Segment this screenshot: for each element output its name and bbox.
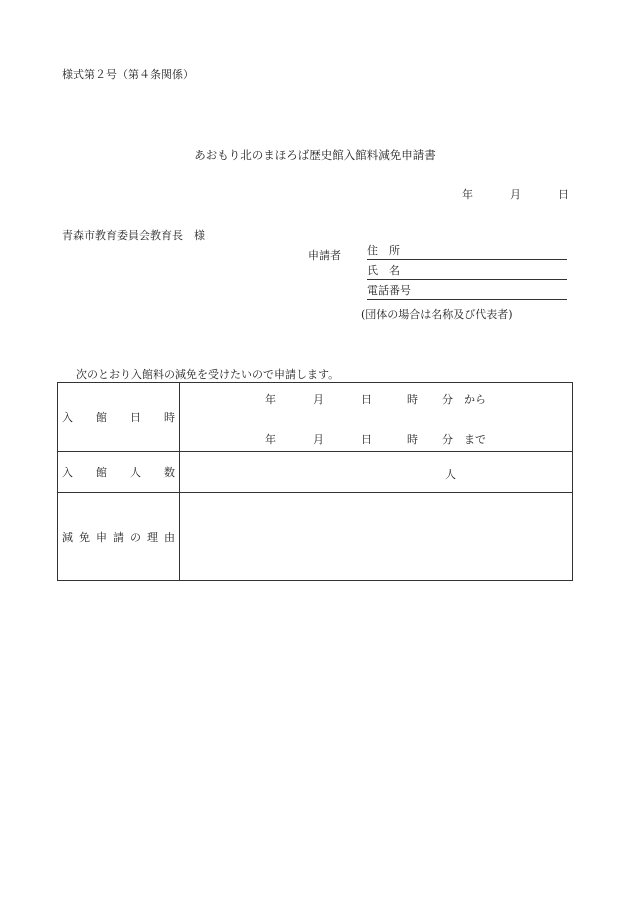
from-day: 日 [361,393,372,406]
label-char: 理 [147,531,158,544]
from-minute: 分 [442,393,453,406]
label-char: 数 [164,466,175,479]
group-note: (団体の場合は名称及び代表者) [361,308,513,321]
reduction-reason-label [58,493,179,581]
label-char: 時 [164,411,175,424]
to-minute: 分 [442,433,453,446]
label-char: 人 [130,466,141,479]
from-month: 月 [313,393,324,406]
addressee: 青森市教育委員会教育長 様 [62,229,205,242]
visitor-count-unit: 人 [445,468,456,481]
form-number: 様式第２号（第４条関係） [62,68,194,81]
label-char: 申 [96,531,107,544]
to-day: 日 [361,433,372,446]
label-char: 由 [164,531,175,544]
to-year: 年 [265,433,276,446]
label-char: 入 [62,466,73,479]
label-char: 日 [130,411,141,424]
name-label: 氏 名 [367,264,400,277]
intro-text: 次のとおり入館料の減免を受けたいので申請します。 [76,368,340,381]
label-char: 館 [96,411,107,424]
label-char: 館 [96,466,107,479]
from-suffix: から [464,393,486,406]
label-char: の [130,531,141,544]
to-hour: 時 [407,433,418,446]
address-label: 住 所 [367,244,400,257]
from-hour: 時 [407,393,418,406]
from-year: 年 [265,393,276,406]
document-title: あおもり北のまほろば歴史館入館料減免申請書 [194,148,436,162]
date-day: 日 [558,188,569,201]
name-field[interactable] [367,265,567,280]
to-month: 月 [313,433,324,446]
label-char: 免 [79,531,90,544]
address-field[interactable] [367,245,567,260]
date-month: 月 [510,188,521,201]
visit-datetime-label [58,383,179,451]
phone-field[interactable] [367,285,567,300]
applicant-label: 申請者 [308,249,341,262]
reduction-reason-cell[interactable] [180,493,573,581]
label-char: 減 [62,531,73,544]
label-char: 入 [62,411,73,424]
to-suffix: まで [464,433,486,446]
visitor-count-label [58,452,179,492]
phone-label: 電話番号 [367,284,411,297]
label-char: 請 [113,531,124,544]
date-year: 年 [462,188,473,201]
application-table [57,382,573,581]
